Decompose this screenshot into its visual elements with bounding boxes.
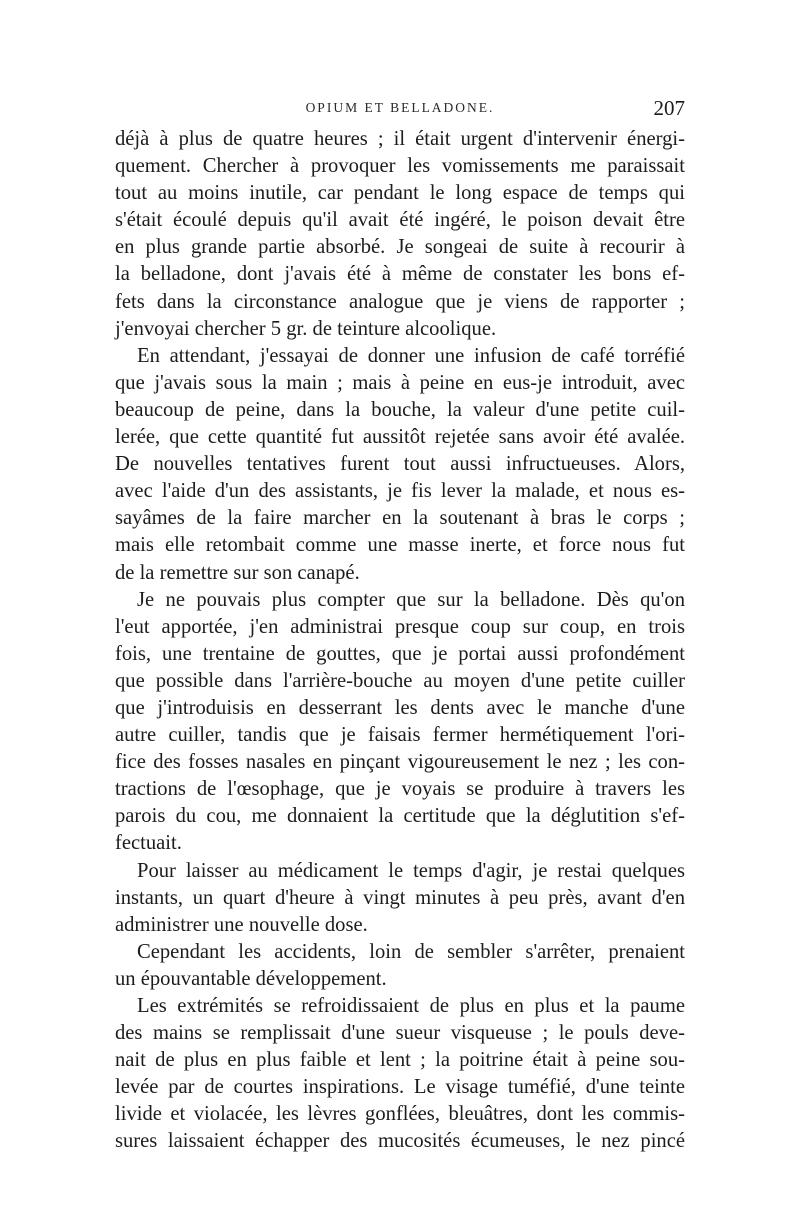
- text-line: fets dans la circonstance analogue que je viens de rapporter ;: [115, 290, 685, 313]
- page-number: 207: [653, 96, 685, 120]
- text-line: Cependant les accidents, loin de sembler s'arrêter, prenaient: [137, 940, 685, 963]
- text-line: administrer une nouvelle dose.: [115, 913, 368, 936]
- text-line: l'eut apportée, j'en administrai presque coup sur coup, en trois: [115, 615, 685, 638]
- text-line: instants, un quart d'heure à vingt minutes à peu près, avant d'en: [115, 886, 685, 909]
- text-line: autre cuiller, tandis que je faisais fermer hermétiquement l'ori-: [115, 724, 685, 747]
- text-line: parois du cou, me donnaient la certitude que la déglutition s'ef-: [115, 805, 685, 828]
- text-line: sures laissaient échapper des mucosités écumeuses, le nez pincé: [115, 1130, 685, 1153]
- text-line: Je ne pouvais plus compter que sur la belladone. Dès qu'on: [137, 588, 685, 611]
- text-line: des mains se remplissait d'une sueur visqueuse ; le pouls deve-: [115, 1022, 685, 1045]
- text-line: j'envoyai chercher 5 gr. de teinture alcoolique.: [115, 317, 497, 340]
- text-line: quement. Chercher à provoquer les vomissements me paraissait: [115, 155, 685, 178]
- text-line: un épouvantable développement.: [115, 967, 387, 990]
- text-line: s'était écoulé depuis qu'il avait été ingéré, le poison devait être: [115, 209, 685, 232]
- text-line: que possible dans l'arrière-bouche au moyen d'une petite cuiller: [115, 669, 685, 692]
- text-line: en plus grande partie absorbé. Je songeai de suite à recourir à: [115, 236, 685, 259]
- text-line: tractions de l'œsophage, que je voyais se produire à travers les: [115, 778, 685, 801]
- text-line: beaucoup de peine, dans la bouche, la valeur d'une petite cuil-: [115, 398, 685, 421]
- text-line: fectuait.: [115, 832, 182, 855]
- text-line: avec l'aide d'un des assistants, je fis lever la malade, et nous es-: [115, 480, 685, 503]
- text-line: livide et violacée, les lèvres gonflées, bleuâtres, dont les commis-: [115, 1103, 685, 1126]
- text-line: sayâmes de la faire marcher en la soutenant à bras le corps ;: [115, 507, 685, 530]
- text-line: Les extrémités se refroidissaient de plus en plus et la paume: [137, 995, 685, 1017]
- text-line: De nouvelles tentatives furent tout aussi infructueuses. Alors,: [115, 453, 685, 476]
- text-line: que j'avais sous la main ; mais à peine en eus-je introduit, avec: [115, 371, 685, 394]
- page-header: [115, 96, 685, 124]
- text-line: fois, une trentaine de gouttes, que je portai aussi profondément: [115, 642, 685, 665]
- text-line: déjà à plus de quatre heures ; il était urgent d'intervenir énergi-: [115, 128, 685, 150]
- text-line: de la remettre sur son canapé.: [115, 561, 360, 584]
- text-line: lerée, que cette quantité fut aussitôt rejetée sans avoir été avalée.: [115, 426, 685, 449]
- text-line: mais elle retombait comme une masse inerte, et force nous fut: [115, 534, 685, 557]
- body-text: [115, 126, 685, 1156]
- book-page: [115, 96, 685, 1156]
- text-line: fice des fosses nasales en pinçant vigoureusement le nez ; les con-: [115, 751, 685, 774]
- text-line: En attendant, j'essayai de donner une infusion de café torréfié: [137, 344, 685, 367]
- text-line: nait de plus en plus faible et lent ; la poitrine était à peine sou-: [115, 1049, 685, 1072]
- text-line: Pour laisser au médicament le temps d'agir, je restai quelques: [137, 859, 685, 882]
- text-line: tout au moins inutile, car pendant le long espace de temps qui: [115, 182, 685, 205]
- text-line: levée par de courtes inspirations. Le visage tuméfié, d'une teinte: [115, 1076, 685, 1099]
- running-title: OPIUM ET BELLADONE.: [305, 100, 495, 115]
- text-line: que j'introduisis en desserrant les dents avec le manche d'une: [115, 696, 685, 719]
- text-line: la belladone, dont j'avais été à même de constater les bons ef-: [115, 263, 685, 286]
